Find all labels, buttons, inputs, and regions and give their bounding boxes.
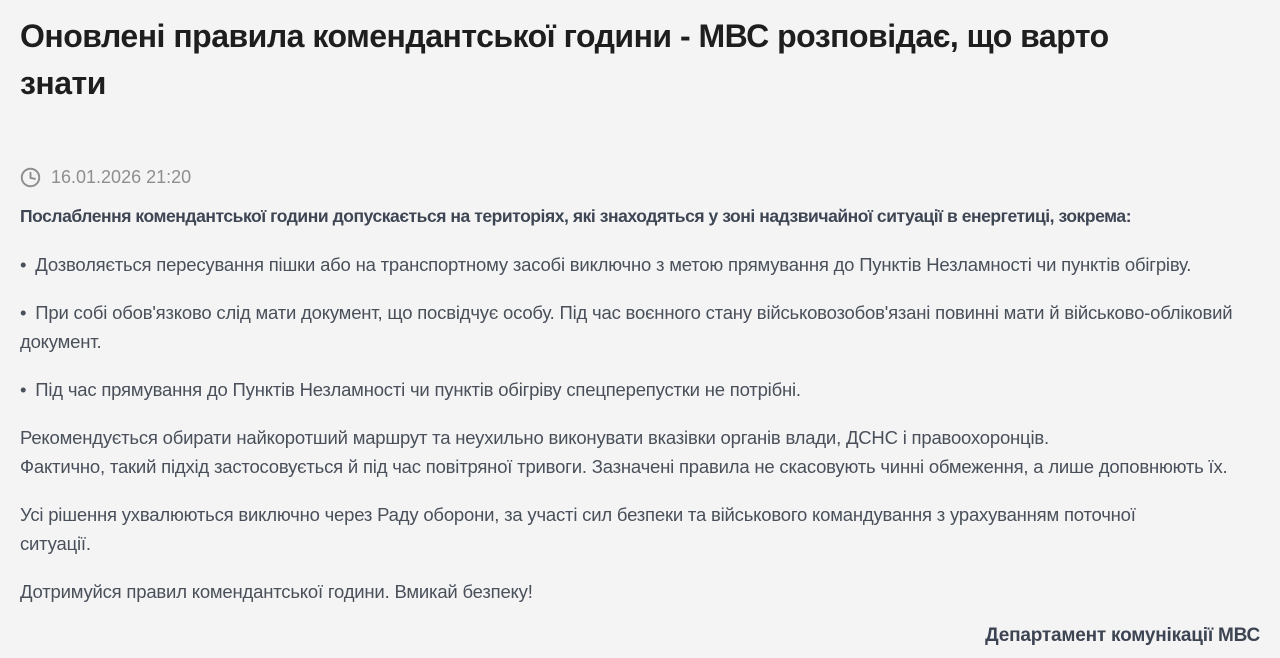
lead-paragraph: Послаблення комендантської години допускається на територіях, які знаходяться у зоні надзвичайної ситуації в енергетиці, зокрема:	[20, 206, 1132, 226]
bullet-item	[20, 375, 1260, 404]
bullet-item	[20, 250, 1260, 279]
bullet-icon: •	[20, 254, 27, 275]
recommendation-line-2: Фактично, такий підхід застосовується й під час повітряної тривоги. Зазначені правила не скасовують чинні обмеження, а лише доповнюють їх.	[20, 456, 1228, 477]
cta-paragraph: Дотримуйся правил комендантської години. Вмикай безпеку!	[20, 581, 533, 602]
bullet-text: Дозволяється пересування пішки або на транспортному засобі виключно з метою прямування до Пунктів Незламності чи пунктів обігріву.	[35, 254, 1192, 275]
bullet-text: При собі обов'язково слід мати документ, що посвідчує особу. Під час воєнного стану військовозобов'язані повинні мати й військово-обліковий документ.	[20, 302, 1233, 352]
signature: Департамент комунікації МВС	[985, 625, 1260, 646]
publish-date: 16.01.2026 21:20	[51, 167, 192, 187]
publish-date-row	[20, 167, 1260, 188]
decisions-paragraph: Усі рішення ухвалюються виключно через Раду оборони, за участі сил безпеки та військового командування з урахуванням поточної ситуації.	[20, 504, 1136, 554]
bullet-icon: •	[20, 379, 27, 400]
clock-icon	[20, 167, 41, 188]
recommendation-paragraph	[20, 423, 1260, 481]
article-body	[20, 202, 1260, 606]
page-title: Оновлені правила комендантської години - МВС розповідає, що варто знати	[20, 18, 1109, 101]
recommendation-line-1: Рекомендується обирати найкоротший маршрут та неухильно виконувати вказівки органів влади, ДСНС і правоохоронців.	[20, 427, 1049, 448]
bullet-item	[20, 298, 1260, 356]
bullet-text: Під час прямування до Пунктів Незламності чи пунктів обігріву спецперепустки не потрібні.	[35, 379, 801, 400]
bullet-icon: •	[20, 302, 27, 323]
